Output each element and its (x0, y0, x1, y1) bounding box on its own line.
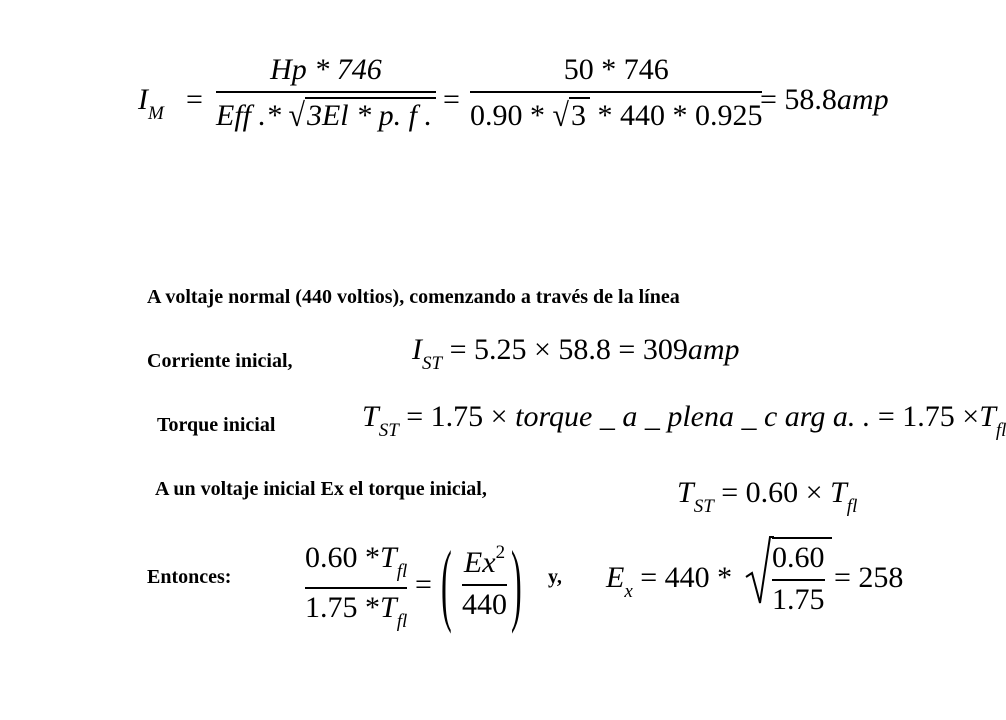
sqrt-icon: √ (552, 97, 569, 134)
equals-sign: = (415, 568, 432, 601)
radical-fraction: 0.60 1.75 (772, 541, 825, 616)
label-torque-inicial: Torque inicial (157, 414, 276, 436)
right-paren-icon: ) (511, 532, 522, 634)
equation-reduced-torque: $T_{ST} = 0.60 \times T_{fl}$ (677, 476, 858, 517)
values-numerator: 50 * 746 (563, 53, 669, 86)
im-lhs: $I_M$ (138, 83, 164, 124)
label-corriente-inicial: Corriente inicial, (147, 350, 293, 372)
equation-starting-current: $I_{ST} = 5.25 \times 58.8 = 309amp$ (412, 333, 740, 374)
values-denominator: 0.90 * √3 * 440 * 0.925 (470, 97, 763, 134)
ex-result: = 258 (834, 561, 904, 594)
equation-motor-current (138, 55, 908, 160)
torque-fraction: 0.60 $*T_{fl}$ 1.75 $*T_{fl}$ (305, 541, 408, 632)
formula-denominator: Eff .* √3El * p. f . (216, 93, 436, 131)
equals-sign: = (186, 83, 203, 116)
label-entonces: Entonces: (147, 566, 232, 588)
label-voltaje-inicial: A un voltaje inicial Ex el torque inicial, (155, 478, 487, 500)
description-line: A voltaje normal (440 voltios), comenzando a través de la línea (147, 286, 680, 308)
sqrt-icon: √ (288, 97, 305, 134)
equation-torque-ratio (305, 532, 527, 634)
sqrt-icon (744, 535, 774, 607)
fraction-formula (216, 53, 436, 134)
fraction-values (470, 53, 763, 134)
label-y: y, (548, 566, 562, 588)
im-result: = 58.8amp (760, 83, 889, 116)
formula-numerator: Hp * 746 (270, 53, 382, 86)
equation-starting-torque: $T_{ST} = 1.75$ × torque _ a _ plena _ c arg a. . = $1.75 \times T_{fl}$ (362, 400, 1006, 441)
radical-bar (772, 537, 832, 539)
left-paren-icon: ( (441, 532, 452, 634)
equation-voltage-ex: $E_x = 440$ * 0.60 1.75 = 258 (606, 535, 906, 625)
equals-sign: = (443, 83, 460, 116)
voltage-fraction: Ex$^2$ 440 (462, 542, 507, 621)
